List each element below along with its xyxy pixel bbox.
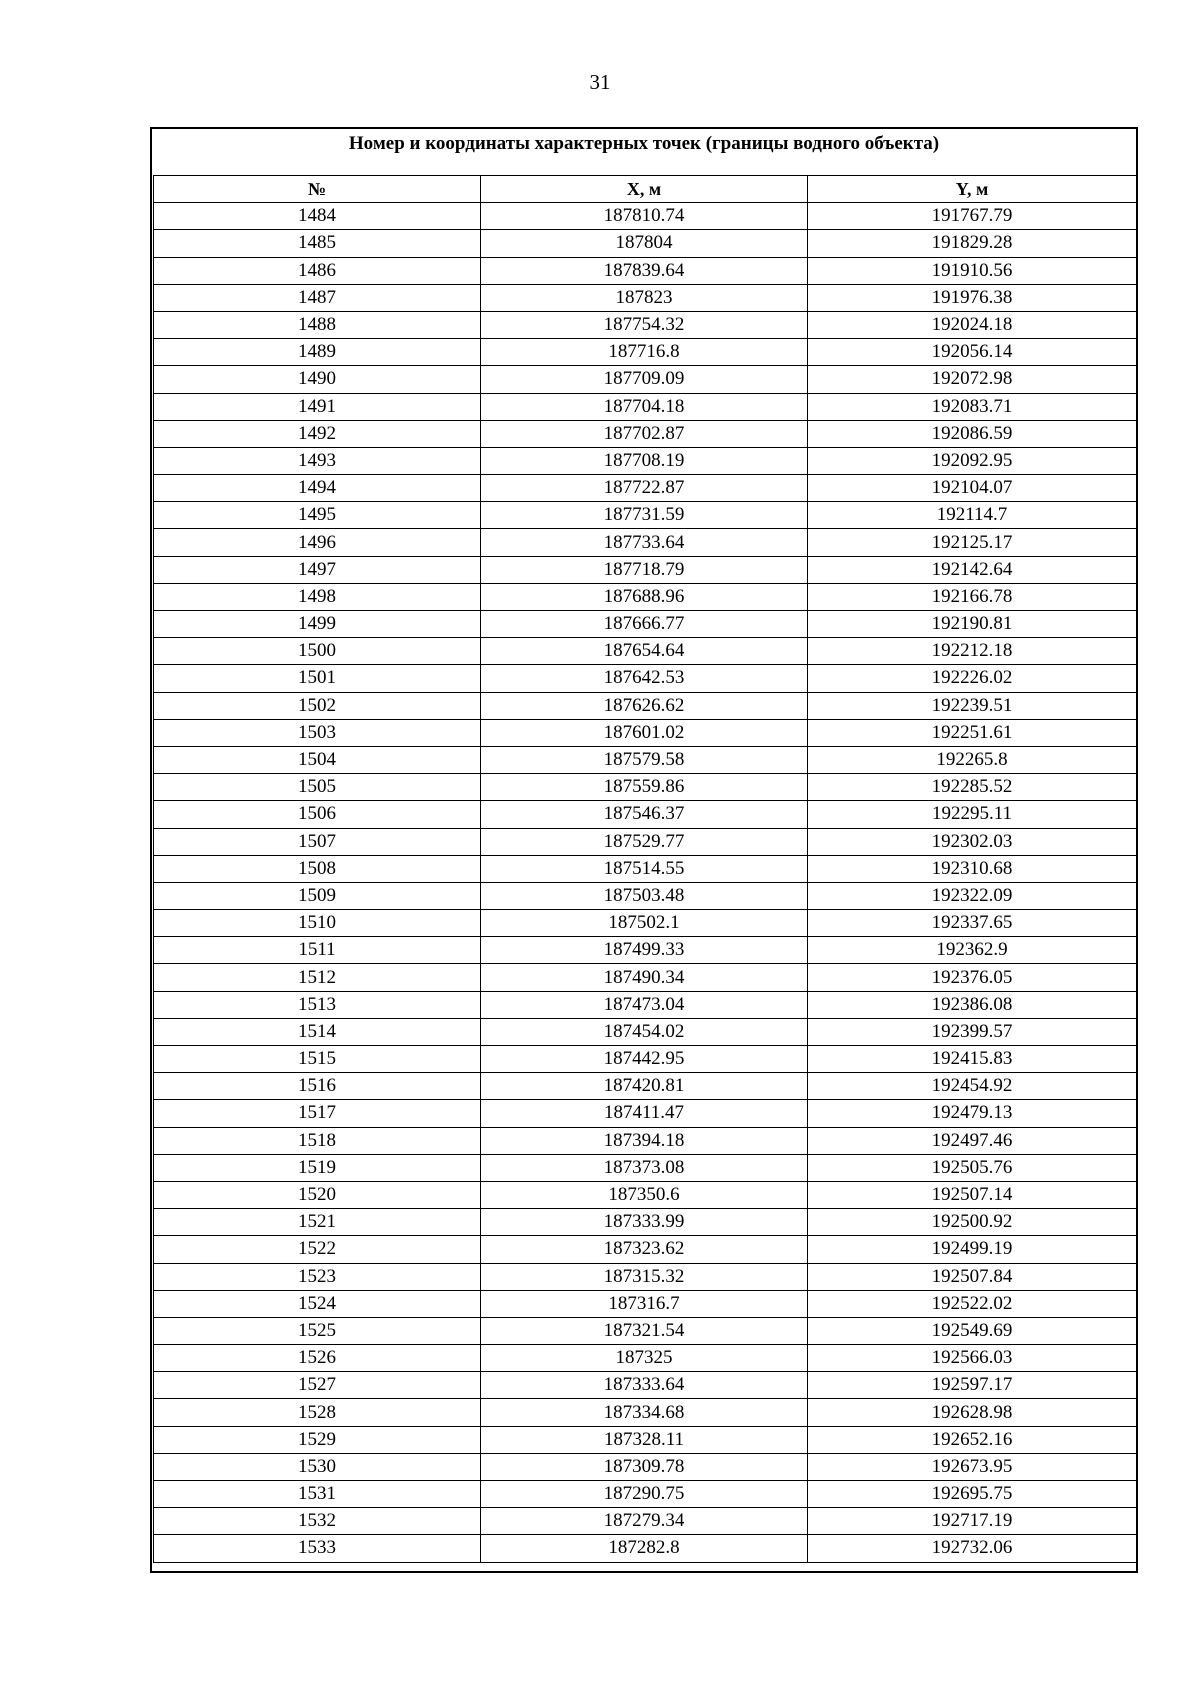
y-coordinate-cell: 192386.08 xyxy=(808,991,1137,1018)
table-row xyxy=(154,1046,1137,1073)
point-number-cell: 1508 xyxy=(154,855,481,882)
table-row xyxy=(154,393,1137,420)
point-number-cell: 1491 xyxy=(154,393,481,420)
x-coordinate-cell: 187514.55 xyxy=(481,855,808,882)
point-number-cell: 1512 xyxy=(154,964,481,991)
x-coordinate-cell: 187718.79 xyxy=(481,556,808,583)
y-coordinate-cell: 192265.8 xyxy=(808,746,1137,773)
x-coordinate-cell: 187529.77 xyxy=(481,828,808,855)
table-row xyxy=(154,366,1137,393)
point-number-cell: 1494 xyxy=(154,475,481,502)
x-coordinate-cell: 187733.64 xyxy=(481,529,808,556)
point-number-cell: 1530 xyxy=(154,1453,481,1480)
y-coordinate-cell: 192072.98 xyxy=(808,366,1137,393)
x-coordinate-cell: 187559.86 xyxy=(481,774,808,801)
table-row xyxy=(154,529,1137,556)
y-coordinate-cell: 191767.79 xyxy=(808,203,1137,230)
x-coordinate-cell: 187279.34 xyxy=(481,1508,808,1535)
column-header-y: Y, м xyxy=(808,176,1137,203)
table-row xyxy=(154,1426,1137,1453)
point-number-cell: 1495 xyxy=(154,502,481,529)
x-coordinate-cell: 187325 xyxy=(481,1345,808,1372)
y-coordinate-cell: 192376.05 xyxy=(808,964,1137,991)
x-coordinate-cell: 187579.58 xyxy=(481,746,808,773)
x-coordinate-cell: 187282.8 xyxy=(481,1535,808,1562)
y-coordinate-cell: 191976.38 xyxy=(808,284,1137,311)
page-number: 31 xyxy=(589,70,611,94)
x-coordinate-cell: 187502.1 xyxy=(481,910,808,937)
point-number-cell: 1520 xyxy=(154,1181,481,1208)
table-row xyxy=(154,1372,1137,1399)
y-coordinate-cell: 192522.02 xyxy=(808,1290,1137,1317)
coordinates-table xyxy=(153,175,1137,1563)
point-number-cell: 1490 xyxy=(154,366,481,393)
table-row xyxy=(154,1100,1137,1127)
x-coordinate-cell: 187333.99 xyxy=(481,1209,808,1236)
table-row xyxy=(154,230,1137,257)
table-title: Номер и координаты характерных точек (границы водного объекта) xyxy=(348,133,940,154)
table-row xyxy=(154,719,1137,746)
y-coordinate-cell: 192628.98 xyxy=(808,1399,1137,1426)
point-number-cell: 1489 xyxy=(154,339,481,366)
x-coordinate-cell: 187333.64 xyxy=(481,1372,808,1399)
y-coordinate-cell: 192226.02 xyxy=(808,665,1137,692)
point-number-cell: 1513 xyxy=(154,991,481,1018)
point-number-cell: 1510 xyxy=(154,910,481,937)
column-header-x: X, м xyxy=(481,176,808,203)
x-coordinate-cell: 187654.64 xyxy=(481,638,808,665)
table-row xyxy=(154,1399,1137,1426)
point-number-cell: 1524 xyxy=(154,1290,481,1317)
x-coordinate-cell: 187754.32 xyxy=(481,311,808,338)
table-row xyxy=(154,1345,1137,1372)
table-row xyxy=(154,665,1137,692)
y-coordinate-cell: 192125.17 xyxy=(808,529,1137,556)
x-coordinate-cell: 187666.77 xyxy=(481,611,808,638)
x-coordinate-cell: 187350.6 xyxy=(481,1181,808,1208)
x-coordinate-cell: 187839.64 xyxy=(481,257,808,284)
y-coordinate-cell: 192415.83 xyxy=(808,1046,1137,1073)
point-number-cell: 1526 xyxy=(154,1345,481,1372)
point-number-cell: 1497 xyxy=(154,556,481,583)
y-coordinate-cell: 192302.03 xyxy=(808,828,1137,855)
point-number-cell: 1511 xyxy=(154,937,481,964)
y-coordinate-cell: 192251.61 xyxy=(808,719,1137,746)
x-coordinate-cell: 187810.74 xyxy=(481,203,808,230)
x-coordinate-cell: 187716.8 xyxy=(481,339,808,366)
point-number-cell: 1516 xyxy=(154,1073,481,1100)
point-number-cell: 1531 xyxy=(154,1481,481,1508)
table-row xyxy=(154,257,1137,284)
point-number-cell: 1518 xyxy=(154,1127,481,1154)
point-number-cell: 1484 xyxy=(154,203,481,230)
point-number-cell: 1521 xyxy=(154,1209,481,1236)
x-coordinate-cell: 187722.87 xyxy=(481,475,808,502)
x-coordinate-cell: 187290.75 xyxy=(481,1481,808,1508)
table-row xyxy=(154,1508,1137,1535)
x-coordinate-cell: 187490.34 xyxy=(481,964,808,991)
point-number-cell: 1509 xyxy=(154,882,481,909)
table-row xyxy=(154,447,1137,474)
point-number-cell: 1533 xyxy=(154,1535,481,1562)
column-header-number: № xyxy=(154,176,481,203)
y-coordinate-cell: 192190.81 xyxy=(808,611,1137,638)
table-row xyxy=(154,583,1137,610)
point-number-cell: 1498 xyxy=(154,583,481,610)
table-row xyxy=(154,1181,1137,1208)
x-coordinate-cell: 187704.18 xyxy=(481,393,808,420)
x-coordinate-cell: 187546.37 xyxy=(481,801,808,828)
x-coordinate-cell: 187642.53 xyxy=(481,665,808,692)
point-number-cell: 1487 xyxy=(154,284,481,311)
table-row xyxy=(154,1290,1137,1317)
point-number-cell: 1493 xyxy=(154,447,481,474)
x-coordinate-cell: 187709.09 xyxy=(481,366,808,393)
y-coordinate-cell: 191829.28 xyxy=(808,230,1137,257)
y-coordinate-cell: 192454.92 xyxy=(808,1073,1137,1100)
point-number-cell: 1522 xyxy=(154,1236,481,1263)
x-coordinate-cell: 187323.62 xyxy=(481,1236,808,1263)
table-row xyxy=(154,882,1137,909)
x-coordinate-cell: 187503.48 xyxy=(481,882,808,909)
y-coordinate-cell: 192086.59 xyxy=(808,420,1137,447)
x-coordinate-cell: 187411.47 xyxy=(481,1100,808,1127)
x-coordinate-cell: 187688.96 xyxy=(481,583,808,610)
x-coordinate-cell: 187702.87 xyxy=(481,420,808,447)
point-number-cell: 1499 xyxy=(154,611,481,638)
table-header-row xyxy=(154,176,1137,203)
y-coordinate-cell: 192285.52 xyxy=(808,774,1137,801)
x-coordinate-cell: 187420.81 xyxy=(481,1073,808,1100)
point-number-cell: 1525 xyxy=(154,1317,481,1344)
y-coordinate-cell: 192549.69 xyxy=(808,1317,1137,1344)
point-number-cell: 1519 xyxy=(154,1154,481,1181)
point-number-cell: 1515 xyxy=(154,1046,481,1073)
table-row xyxy=(154,1481,1137,1508)
table-row xyxy=(154,991,1137,1018)
point-number-cell: 1492 xyxy=(154,420,481,447)
table-row xyxy=(154,937,1137,964)
point-number-cell: 1496 xyxy=(154,529,481,556)
y-coordinate-cell: 192505.76 xyxy=(808,1154,1137,1181)
table-row xyxy=(154,1127,1137,1154)
y-coordinate-cell: 192497.46 xyxy=(808,1127,1137,1154)
x-coordinate-cell: 187731.59 xyxy=(481,502,808,529)
x-coordinate-cell: 187626.62 xyxy=(481,692,808,719)
table-row xyxy=(154,746,1137,773)
point-number-cell: 1506 xyxy=(154,801,481,828)
table-row xyxy=(154,692,1137,719)
y-coordinate-cell: 192507.84 xyxy=(808,1263,1137,1290)
point-number-cell: 1517 xyxy=(154,1100,481,1127)
table-row xyxy=(154,964,1137,991)
y-coordinate-cell: 192166.78 xyxy=(808,583,1137,610)
table-row xyxy=(154,1018,1137,1045)
x-coordinate-cell: 187601.02 xyxy=(481,719,808,746)
y-coordinate-cell: 192500.92 xyxy=(808,1209,1137,1236)
table-row xyxy=(154,284,1137,311)
x-coordinate-cell: 187328.11 xyxy=(481,1426,808,1453)
table-row xyxy=(154,475,1137,502)
y-coordinate-cell: 192479.13 xyxy=(808,1100,1137,1127)
table-row xyxy=(154,638,1137,665)
table-row xyxy=(154,828,1137,855)
table-row xyxy=(154,1073,1137,1100)
table-row xyxy=(154,556,1137,583)
x-coordinate-cell: 187823 xyxy=(481,284,808,311)
y-coordinate-cell: 192499.19 xyxy=(808,1236,1137,1263)
y-coordinate-cell: 191910.56 xyxy=(808,257,1137,284)
y-coordinate-cell: 192695.75 xyxy=(808,1481,1137,1508)
x-coordinate-cell: 187708.19 xyxy=(481,447,808,474)
x-coordinate-cell: 187373.08 xyxy=(481,1154,808,1181)
table-row xyxy=(154,910,1137,937)
point-number-cell: 1505 xyxy=(154,774,481,801)
table-row xyxy=(154,855,1137,882)
point-number-cell: 1486 xyxy=(154,257,481,284)
table-row xyxy=(154,420,1137,447)
point-number-cell: 1503 xyxy=(154,719,481,746)
table-row xyxy=(154,611,1137,638)
y-coordinate-cell: 192024.18 xyxy=(808,311,1137,338)
x-coordinate-cell: 187454.02 xyxy=(481,1018,808,1045)
y-coordinate-cell: 192083.71 xyxy=(808,393,1137,420)
y-coordinate-cell: 192597.17 xyxy=(808,1372,1137,1399)
table-row xyxy=(154,1453,1137,1480)
table-row xyxy=(154,502,1137,529)
point-number-cell: 1504 xyxy=(154,746,481,773)
y-coordinate-cell: 192399.57 xyxy=(808,1018,1137,1045)
y-coordinate-cell: 192673.95 xyxy=(808,1453,1137,1480)
y-coordinate-cell: 192310.68 xyxy=(808,855,1137,882)
x-coordinate-cell: 187473.04 xyxy=(481,991,808,1018)
x-coordinate-cell: 187316.7 xyxy=(481,1290,808,1317)
y-coordinate-cell: 192092.95 xyxy=(808,447,1137,474)
y-coordinate-cell: 192566.03 xyxy=(808,1345,1137,1372)
x-coordinate-cell: 187334.68 xyxy=(481,1399,808,1426)
y-coordinate-cell: 192295.11 xyxy=(808,801,1137,828)
point-number-cell: 1502 xyxy=(154,692,481,719)
point-number-cell: 1527 xyxy=(154,1372,481,1399)
x-coordinate-cell: 187315.32 xyxy=(481,1263,808,1290)
table-row xyxy=(154,311,1137,338)
table-body xyxy=(154,203,1137,1562)
table-row xyxy=(154,1236,1137,1263)
x-coordinate-cell: 187442.95 xyxy=(481,1046,808,1073)
x-coordinate-cell: 187321.54 xyxy=(481,1317,808,1344)
y-coordinate-cell: 192212.18 xyxy=(808,638,1137,665)
table-row xyxy=(154,774,1137,801)
table-row xyxy=(154,1209,1137,1236)
point-number-cell: 1529 xyxy=(154,1426,481,1453)
point-number-cell: 1523 xyxy=(154,1263,481,1290)
point-number-cell: 1488 xyxy=(154,311,481,338)
table-row xyxy=(154,1154,1137,1181)
y-coordinate-cell: 192142.64 xyxy=(808,556,1137,583)
point-number-cell: 1501 xyxy=(154,665,481,692)
x-coordinate-cell: 187309.78 xyxy=(481,1453,808,1480)
table-row xyxy=(154,1263,1137,1290)
y-coordinate-cell: 192322.09 xyxy=(808,882,1137,909)
y-coordinate-cell: 192507.14 xyxy=(808,1181,1137,1208)
x-coordinate-cell: 187499.33 xyxy=(481,937,808,964)
y-coordinate-cell: 192717.19 xyxy=(808,1508,1137,1535)
point-number-cell: 1532 xyxy=(154,1508,481,1535)
y-coordinate-cell: 192104.07 xyxy=(808,475,1137,502)
point-number-cell: 1528 xyxy=(154,1399,481,1426)
y-coordinate-cell: 192362.9 xyxy=(808,937,1137,964)
point-number-cell: 1485 xyxy=(154,230,481,257)
x-coordinate-cell: 187804 xyxy=(481,230,808,257)
table-row xyxy=(154,801,1137,828)
table-row xyxy=(154,1535,1137,1562)
y-coordinate-cell: 192239.51 xyxy=(808,692,1137,719)
y-coordinate-cell: 192056.14 xyxy=(808,339,1137,366)
x-coordinate-cell: 187394.18 xyxy=(481,1127,808,1154)
point-number-cell: 1500 xyxy=(154,638,481,665)
table-row xyxy=(154,1317,1137,1344)
point-number-cell: 1507 xyxy=(154,828,481,855)
table-row xyxy=(154,339,1137,366)
y-coordinate-cell: 192652.16 xyxy=(808,1426,1137,1453)
y-coordinate-cell: 192337.65 xyxy=(808,910,1137,937)
y-coordinate-cell: 192114.7 xyxy=(808,502,1137,529)
y-coordinate-cell: 192732.06 xyxy=(808,1535,1137,1562)
table-row xyxy=(154,203,1137,230)
point-number-cell: 1514 xyxy=(154,1018,481,1045)
